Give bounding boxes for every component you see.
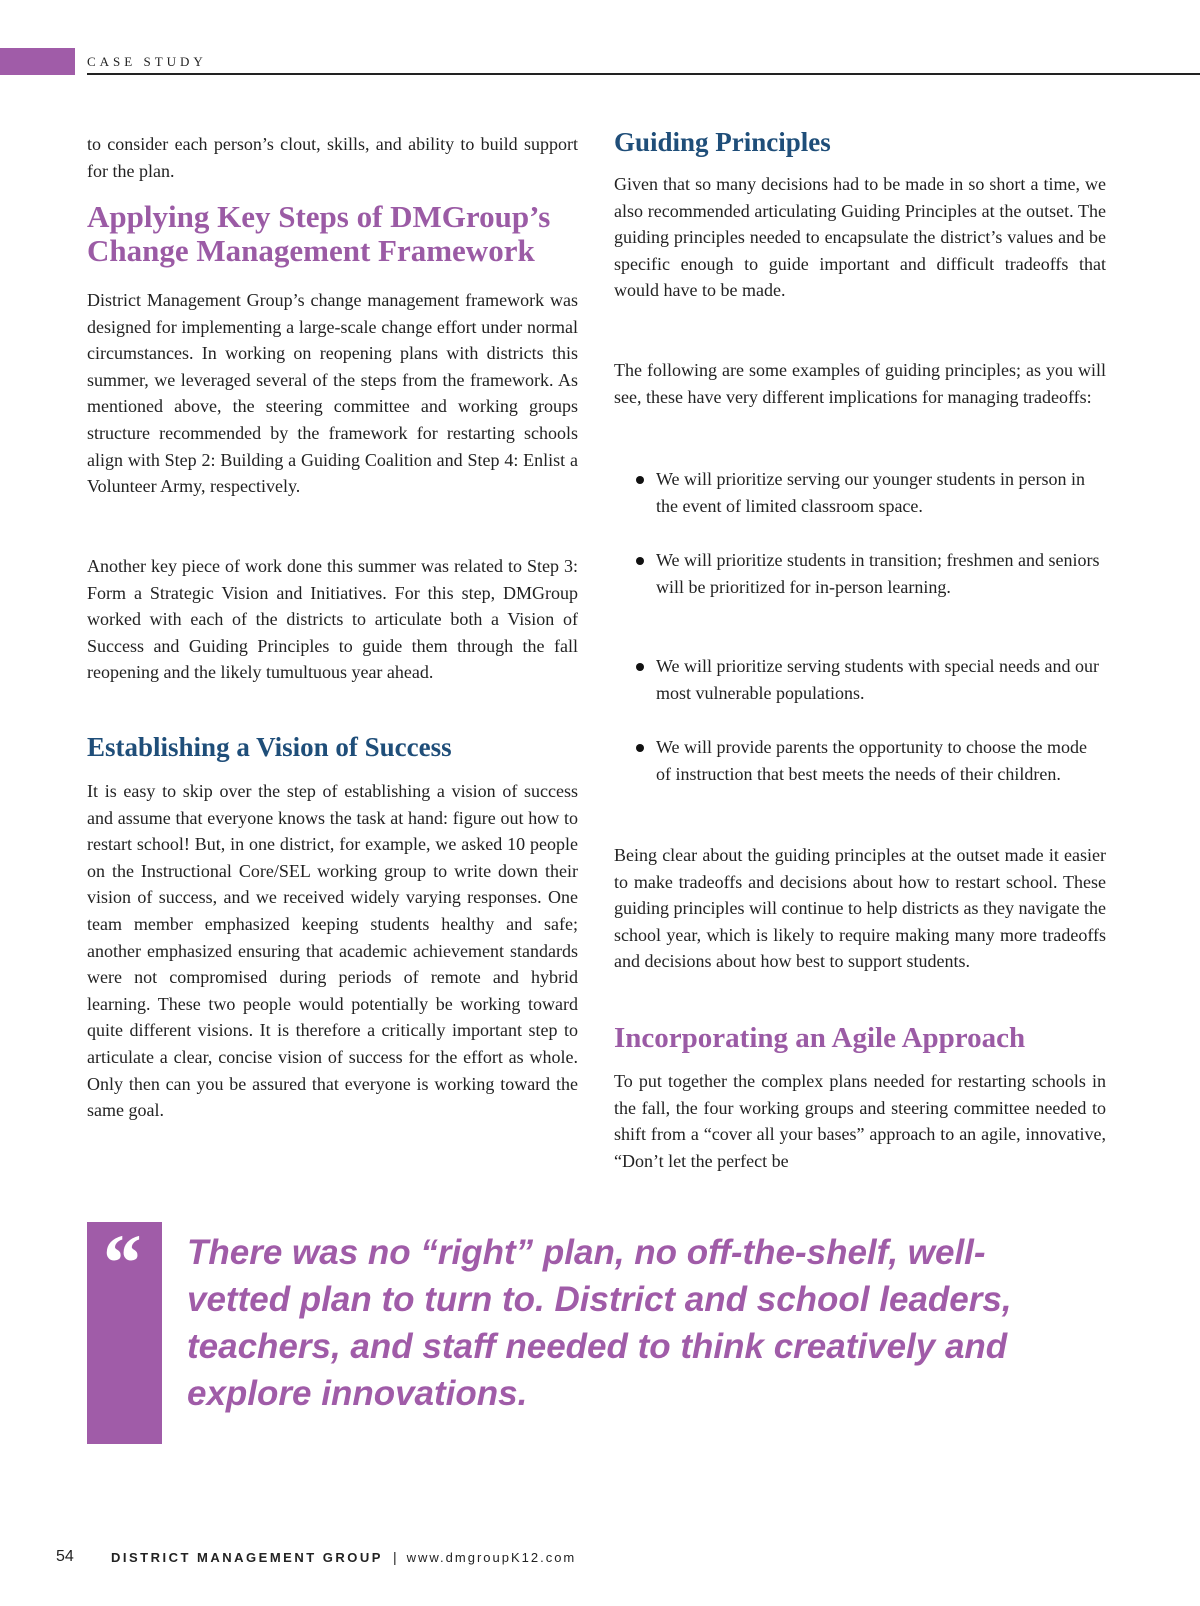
heading-applying: Applying Key Steps of DMGroup’s Change Management Framework	[87, 199, 551, 268]
heading-guiding: Guiding Principles	[614, 127, 831, 157]
header-accent-bar	[0, 48, 75, 75]
left-paragraph-3: It is easy to skip over the step of establishing a vision of success and assume that everyone knows the task at hand: figure out how to restart school! But, in one district, for example, we asked 10 people on the Instructional Core/SEL working group to write down their vision of success, and we received widely varying responses. One team member emphasized keeping students healthy and safe; another emphasized ensuring that academic achievement standards were not compromised during periods of remote and hybrid learning. These two people would potentially be working toward quite different visions. It is therefore a critically important step to articulate a clear, concise vision of success for the effort as whole. Only then can you be assured that everyone is working toward the same goal.	[87, 781, 578, 1121]
page-number: 54	[56, 1548, 74, 1565]
right-paragraph-1: Given that so many decisions had to be made in so short a time, we also recommended articulating Guiding Principles at the outset. The guiding principles needed to encapsulate the district’s values and be specific enough to guide important and difficult tradeoffs that would have to be made.	[614, 174, 1106, 301]
footer-url: www.dmgroupK12.com	[406, 1549, 577, 1565]
bullet-icon	[636, 557, 644, 565]
bullet-icon	[636, 476, 644, 484]
heading-agile: Incorporating an Agile Approach	[614, 1022, 1026, 1054]
bullet-item: We will prioritize serving our younger students in person in the event of limited classroom space.	[614, 466, 1106, 519]
bullet-icon	[636, 744, 644, 752]
left-paragraph-0: to consider each person’s clout, skills, and ability to build support for the plan.	[87, 134, 578, 181]
bullet-item: We will prioritize students in transition; freshmen and seniors will be prioritized for in-person learning.	[614, 547, 1106, 600]
bullet-item: We will provide parents the opportunity to choose the mode of instruction that best meets the needs of their children.	[614, 734, 1106, 787]
left-paragraph-2: Another key piece of work done this summer was related to Step 3: Form a Strategic Vision and Initiatives. For this step, DMGroup worked with each of the districts to articulate both a Vision of Success and Guiding Principles to guide them through the fall reopening and the likely tumultuous year ahead.	[87, 556, 578, 683]
left-paragraph-1: District Management Group’s change management framework was designed for implementing a large-scale change effort under normal circumstances. In working on reopening plans with districts this summer, we leveraged several of the steps from the framework. As mentioned above, the steering committee and working groups structure recommended by the framework for restarting schools align with Step 2: Building a Guiding Coalition and Step 4: Enlist a Volunteer Army, respectively.	[87, 290, 578, 497]
heading-vision: Establishing a Vision of Success	[87, 732, 452, 762]
right-paragraph-2: The following are some examples of guiding principles; as you will see, these have very different implications for managing tradeoffs:	[614, 360, 1106, 407]
section-label: CASE STUDY	[87, 54, 207, 69]
bullet-item: We will prioritize serving students with special needs and our most vulnerable populations.	[614, 653, 1106, 706]
footer-org: DISTRICT MANAGEMENT GROUP	[111, 1549, 383, 1565]
pull-quote-bar	[87, 1217, 162, 1444]
pull-quote: There was no “right” plan, no off-the-shelf, well-vetted plan to turn to. District and school leaders, teachers, and staff needed to think creatively and explore innovations.	[187, 1233, 1012, 1413]
right-paragraph-4: To put together the complex plans needed for restarting schools in the fall, the four working groups and steering committee needed to shift from a “cover all your bases” approach to an agile, innovative, “Don’t let the perfect be	[614, 1071, 1106, 1171]
quote-mark-icon: “	[99, 1217, 140, 1308]
bullet-icon	[636, 663, 644, 671]
right-paragraph-3: Being clear about the guiding principles at the outset made it easier to make tradeoffs and decisions about how to restart school. These guiding principles will continue to help districts as they navigate the school year, which is likely to require making many more tradeoffs and decisions about how best to support students.	[614, 845, 1106, 972]
header-rule	[87, 73, 1200, 75]
footer	[56, 1548, 576, 1566]
footer-separator: |	[392, 1549, 397, 1565]
